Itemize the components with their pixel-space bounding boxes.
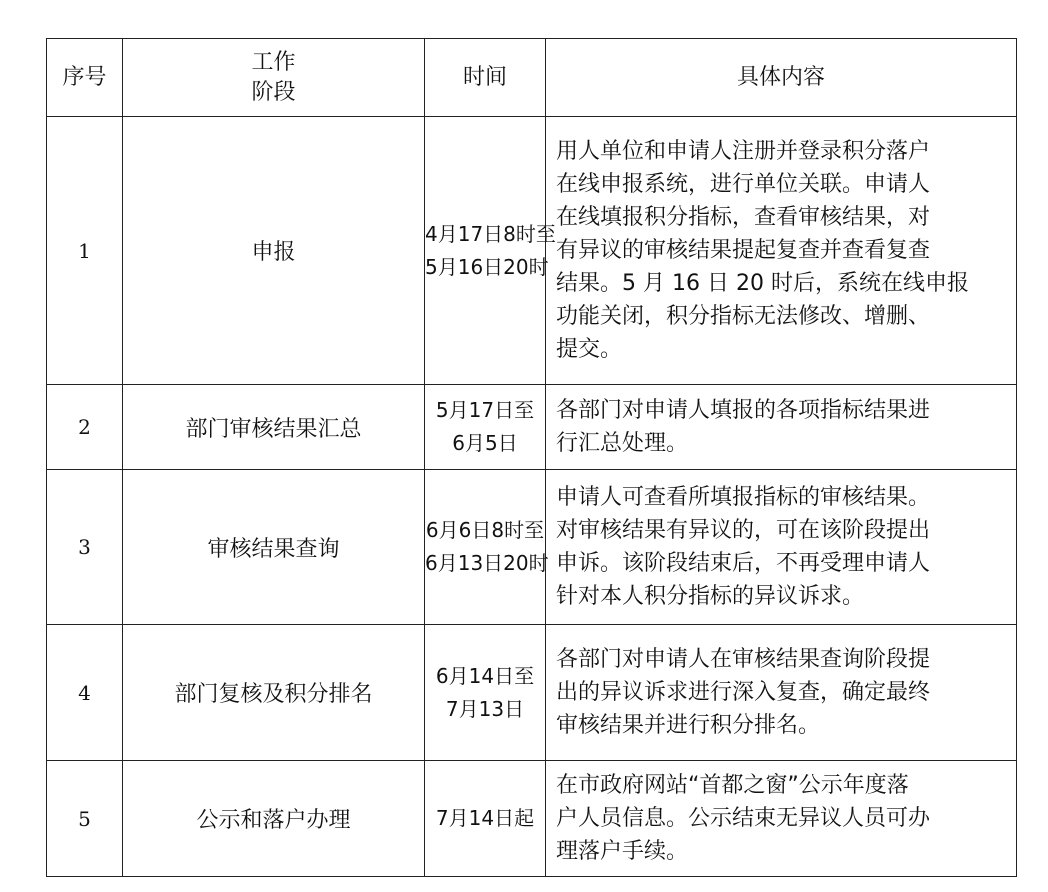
content-line: 用人单位和申请人注册并登录积分落户 — [556, 139, 931, 164]
content-line: 户人员信息。公示结束无异议人员可办 — [556, 806, 931, 831]
header-stage — [123, 39, 425, 117]
content-line: 对审核结果有异议的，可在该阶段提出 — [556, 518, 931, 543]
content-line: 各部门对申请人填报的各项指标结果进 — [556, 398, 931, 423]
row-content — [546, 761, 1017, 877]
content-line: 各部门对申请人在审核结果查询阶段提 — [556, 647, 931, 672]
row-time — [425, 625, 546, 761]
row-time-line1: 6月14日至 — [435, 663, 535, 688]
row-stage: 申报 — [123, 117, 425, 385]
row-content — [546, 117, 1017, 385]
row-time-line1: 7月14日起 — [435, 806, 535, 830]
header-time: 时间 — [425, 39, 546, 117]
content-line: 提交。 — [556, 337, 623, 362]
row-content — [546, 625, 1017, 761]
content-line: 出的异议诉求进行深入复查，确定最终 — [556, 680, 931, 705]
table-row — [47, 117, 1017, 385]
row-index: 3 — [47, 470, 123, 625]
content-line: 有异议的审核结果提起复查并查看复查 — [556, 238, 931, 263]
table-row — [47, 470, 1017, 625]
schedule-table — [46, 38, 1017, 877]
content-line: 在线填报积分指标，查看审核结果，对 — [556, 205, 931, 230]
content-line: 审核结果并进行积分排名。 — [556, 713, 821, 738]
content-line: 在线申报系统，进行单位关联。申请人 — [556, 172, 931, 197]
row-time-line1: 6月6日8时至 — [425, 518, 545, 542]
row-time-line2: 6月13日20时 — [425, 551, 549, 575]
row-stage: 审核结果查询 — [123, 470, 425, 625]
content-line: 在市政府网站“首都之窗”公示年度落 — [556, 773, 909, 798]
table-row — [47, 625, 1017, 761]
content-line: 结果。5 月 16 日 20 时后，系统在线申报 — [556, 271, 969, 296]
row-stage: 部门审核结果汇总 — [123, 385, 425, 470]
content-line: 申诉。该阶段结束后，不再受理申请人 — [556, 551, 931, 576]
header-stage-line1: 工作 — [251, 49, 296, 75]
content-line: 针对本人积分指标的异议诉求。 — [556, 584, 865, 609]
header-stage-line2: 阶段 — [251, 79, 296, 105]
row-time-line1: 4月17日8时至 — [425, 221, 556, 246]
table-row — [47, 761, 1017, 877]
row-index: 4 — [47, 625, 123, 761]
row-index: 2 — [47, 385, 123, 470]
content-line: 功能关闭，积分指标无法修改、增删、 — [556, 304, 931, 329]
row-time-line1: 5月17日至 — [435, 398, 535, 422]
content-line: 理落户手续。 — [556, 839, 689, 864]
row-stage: 公示和落户办理 — [123, 761, 425, 877]
row-index: 5 — [47, 761, 123, 877]
table-row — [47, 385, 1017, 470]
row-time-line2: 6月5日 — [452, 431, 518, 455]
row-time — [425, 470, 549, 625]
header-content: 具体内容 — [546, 39, 1017, 117]
row-time — [425, 761, 546, 877]
row-time — [425, 385, 546, 470]
row-index: 1 — [47, 117, 123, 385]
row-time — [425, 117, 556, 385]
content-line: 申请人可查看所填报指标的审核结果。 — [556, 485, 931, 510]
header-row — [47, 39, 1017, 117]
row-stage: 部门复核及积分排名 — [123, 625, 425, 761]
row-content — [546, 385, 1017, 470]
row-time-line2: 7月13日 — [445, 696, 525, 721]
row-content — [546, 470, 1017, 625]
content-line: 行汇总处理。 — [556, 431, 689, 456]
row-time-line2: 5月16日20时 — [425, 254, 549, 279]
header-index: 序号 — [47, 39, 123, 117]
